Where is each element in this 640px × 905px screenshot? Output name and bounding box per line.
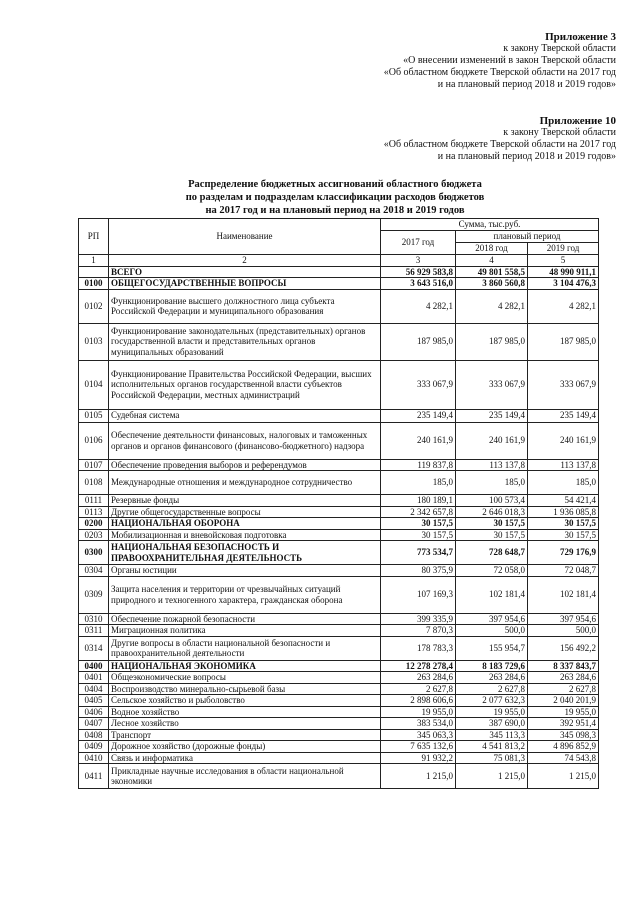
value-2017-cell: 91 932,2: [381, 752, 456, 764]
table-row: [79, 422, 599, 459]
code-cell: 0104: [79, 360, 109, 409]
name-cell: Органы юстиции: [109, 565, 381, 577]
value-2017-cell: 30 157,5: [381, 529, 456, 541]
value-2018-cell: 4 282,1: [456, 289, 528, 323]
index-cell: 2: [109, 255, 381, 267]
name-cell: Обеспечение пожарной безопасности: [109, 613, 381, 625]
value-2017-cell: 7 870,3: [381, 625, 456, 637]
appendix-10-line: и на плановый период 2018 и 2019 годов»: [437, 151, 616, 162]
table-row: [79, 459, 599, 471]
name-cell: Сельское хозяйство и рыболовство: [109, 695, 381, 707]
code-cell: [79, 266, 109, 278]
code-cell: 0107: [79, 459, 109, 471]
value-2017-cell: 4 282,1: [381, 289, 456, 323]
index-cell: 4: [456, 255, 528, 267]
name-cell: Международные отношения и международное сотрудничество: [109, 471, 381, 495]
value-2019-cell: 185,0: [528, 471, 599, 495]
value-2019-cell: 30 157,5: [528, 529, 599, 541]
table-row: [79, 506, 599, 518]
name-cell: Водное хозяйство: [109, 706, 381, 718]
value-2018-cell: 72 058,0: [456, 565, 528, 577]
value-2018-cell: 75 081,3: [456, 752, 528, 764]
value-2018-cell: 345 113,3: [456, 729, 528, 741]
value-2018-cell: 728 648,7: [456, 541, 528, 565]
code-cell: 0411: [79, 764, 109, 789]
value-2018-cell: 155 954,7: [456, 636, 528, 660]
value-2019-cell: 392 951,4: [528, 718, 599, 730]
table-row: [79, 672, 599, 684]
code-cell: 0105: [79, 409, 109, 422]
code-cell: 0100: [79, 278, 109, 290]
table-row: [79, 764, 599, 789]
value-2017-cell: 56 929 583,8: [381, 266, 456, 278]
value-2018-cell: 102 181,4: [456, 576, 528, 613]
code-cell: 0309: [79, 576, 109, 613]
value-2019-cell: 1 215,0: [528, 764, 599, 789]
code-cell: 0106: [79, 422, 109, 459]
table-body: [79, 266, 599, 789]
value-2017-cell: 12 278 278,4: [381, 660, 456, 672]
value-2018-cell: 30 157,5: [456, 518, 528, 530]
table-row: [79, 625, 599, 637]
table-row: [79, 518, 599, 530]
index-cell: 1: [79, 255, 109, 267]
value-2017-cell: 345 063,3: [381, 729, 456, 741]
code-cell: 0409: [79, 741, 109, 753]
code-cell: 0400: [79, 660, 109, 672]
appendix-3-line: и на плановый период 2018 и 2019 годов»: [437, 79, 616, 90]
value-2018-cell: 2 627,8: [456, 683, 528, 695]
value-2018-cell: 30 157,5: [456, 529, 528, 541]
value-2017-cell: 2 627,8: [381, 683, 456, 695]
value-2018-cell: 397 954,6: [456, 613, 528, 625]
name-cell: Воспроизводство минерально-сырьевой базы: [109, 683, 381, 695]
table-row: [79, 695, 599, 707]
code-cell: 0304: [79, 565, 109, 577]
value-2018-cell: 113 137,8: [456, 459, 528, 471]
value-2019-cell: 397 954,6: [528, 613, 599, 625]
appendix-10-title: Приложение 10: [539, 115, 616, 127]
table-row: [79, 729, 599, 741]
value-2018-cell: 263 284,6: [456, 672, 528, 684]
value-2019-cell: 345 098,3: [528, 729, 599, 741]
value-2019-cell: 72 048,7: [528, 565, 599, 577]
table-row: [79, 266, 599, 278]
value-2017-cell: 7 635 132,6: [381, 741, 456, 753]
table-row: [79, 718, 599, 730]
value-2017-cell: 1 215,0: [381, 764, 456, 789]
value-2019-cell: 19 955,0: [528, 706, 599, 718]
name-cell: Миграционная политика: [109, 625, 381, 637]
table-row: [79, 289, 599, 323]
table-row: [79, 495, 599, 507]
value-2017-cell: 178 783,3: [381, 636, 456, 660]
value-2019-cell: 729 176,9: [528, 541, 599, 565]
code-cell: 0408: [79, 729, 109, 741]
value-2017-cell: 3 643 516,0: [381, 278, 456, 290]
code-cell: 0404: [79, 683, 109, 695]
code-cell: 0200: [79, 518, 109, 530]
value-2019-cell: 54 421,4: [528, 495, 599, 507]
budget-table: [78, 218, 599, 789]
value-2019-cell: 30 157,5: [528, 518, 599, 530]
table-row: [79, 360, 599, 409]
appendix-3-line: «О внесении изменений в закон Тверской области: [403, 55, 616, 66]
table-row: [79, 613, 599, 625]
header-plan-period: плановый период: [456, 231, 599, 243]
header-rp: РП: [79, 219, 109, 255]
value-2017-cell: 333 067,9: [381, 360, 456, 409]
name-cell: НАЦИОНАЛЬНАЯ ЭКОНОМИКА: [109, 660, 381, 672]
value-2019-cell: 240 161,9: [528, 422, 599, 459]
value-2019-cell: 113 137,8: [528, 459, 599, 471]
value-2018-cell: 8 183 729,6: [456, 660, 528, 672]
name-cell: Резервные фонды: [109, 495, 381, 507]
name-cell: Функционирование законодательных (представительных) органов государственной власти и представительных органов муниципальных образований: [109, 323, 381, 360]
value-2017-cell: 235 149,4: [381, 409, 456, 422]
document-title: [100, 178, 570, 217]
name-cell: Другие общегосударственные вопросы: [109, 506, 381, 518]
value-2018-cell: 185,0: [456, 471, 528, 495]
table-row: [79, 323, 599, 360]
value-2017-cell: 263 284,6: [381, 672, 456, 684]
value-2017-cell: 187 985,0: [381, 323, 456, 360]
code-cell: 0405: [79, 695, 109, 707]
code-cell: 0401: [79, 672, 109, 684]
value-2018-cell: 2 077 632,3: [456, 695, 528, 707]
appendix-3-line: к закону Тверской области: [503, 43, 616, 54]
code-cell: 0203: [79, 529, 109, 541]
value-2017-cell: 19 955,0: [381, 706, 456, 718]
code-cell: 0103: [79, 323, 109, 360]
header-sum: Сумма, тыс.руб.: [381, 219, 599, 231]
name-cell: Другие вопросы в области национальной безопасности и правоохранительной деятельности: [109, 636, 381, 660]
header-2019: 2019 год: [528, 243, 599, 255]
value-2018-cell: 235 149,4: [456, 409, 528, 422]
table-row: [79, 752, 599, 764]
code-cell: 0314: [79, 636, 109, 660]
value-2017-cell: 773 534,7: [381, 541, 456, 565]
value-2017-cell: 80 375,9: [381, 565, 456, 577]
table-row: [79, 565, 599, 577]
table-row: [79, 741, 599, 753]
name-cell: Мобилизационная и вневойсковая подготовка: [109, 529, 381, 541]
value-2019-cell: 8 337 843,7: [528, 660, 599, 672]
value-2017-cell: 107 169,3: [381, 576, 456, 613]
document-title-line: Распределение бюджетных ассигнований областного бюджета: [188, 179, 482, 190]
code-cell: 0102: [79, 289, 109, 323]
value-2019-cell: 1 936 085,8: [528, 506, 599, 518]
table-row: [79, 278, 599, 290]
value-2017-cell: 185,0: [381, 471, 456, 495]
value-2018-cell: 49 801 558,5: [456, 266, 528, 278]
name-cell: Связь и информатика: [109, 752, 381, 764]
value-2019-cell: 4 896 852,9: [528, 741, 599, 753]
value-2019-cell: 48 990 911,1: [528, 266, 599, 278]
name-cell: Лесное хозяйство: [109, 718, 381, 730]
value-2019-cell: 74 543,8: [528, 752, 599, 764]
name-cell: Прикладные научные исследования в области национальной экономики: [109, 764, 381, 789]
name-cell: Дорожное хозяйство (дорожные фонды): [109, 741, 381, 753]
document-title-line: на 2017 год и на плановый период на 2018 и 2019 годов: [205, 205, 465, 216]
appendix-10-line: к закону Тверской области: [503, 127, 616, 138]
code-cell: 0113: [79, 506, 109, 518]
header-2017: 2017 год: [381, 231, 456, 255]
value-2018-cell: 4 541 813,2: [456, 741, 528, 753]
value-2017-cell: 399 335,9: [381, 613, 456, 625]
value-2019-cell: 187 985,0: [528, 323, 599, 360]
value-2019-cell: 2 040 201,9: [528, 695, 599, 707]
code-cell: 0300: [79, 541, 109, 565]
name-cell: НАЦИОНАЛЬНАЯ ОБОРОНА: [109, 518, 381, 530]
table-row: [79, 576, 599, 613]
value-2019-cell: 2 627,8: [528, 683, 599, 695]
code-cell: 0407: [79, 718, 109, 730]
name-cell: НАЦИОНАЛЬНАЯ БЕЗОПАСНОСТЬ И ПРАВООХРАНИТЕЛЬНАЯ ДЕЯТЕЛЬНОСТЬ: [109, 541, 381, 565]
value-2018-cell: 1 215,0: [456, 764, 528, 789]
value-2018-cell: 500,0: [456, 625, 528, 637]
name-cell: Обеспечение проведения выборов и референдумов: [109, 459, 381, 471]
value-2017-cell: 2 898 606,6: [381, 695, 456, 707]
value-2019-cell: 333 067,9: [528, 360, 599, 409]
name-cell: ОБЩЕГОСУДАРСТВЕННЫЕ ВОПРОСЫ: [109, 278, 381, 290]
value-2019-cell: 500,0: [528, 625, 599, 637]
name-cell: Обеспечение деятельности финансовых, налоговых и таможенных органов и органов финансового (финансово-бюджетного) надзора: [109, 422, 381, 459]
value-2018-cell: 187 985,0: [456, 323, 528, 360]
value-2018-cell: 240 161,9: [456, 422, 528, 459]
code-cell: 0310: [79, 613, 109, 625]
value-2019-cell: 263 284,6: [528, 672, 599, 684]
value-2017-cell: 30 157,5: [381, 518, 456, 530]
table-row: [79, 683, 599, 695]
code-cell: 0311: [79, 625, 109, 637]
value-2017-cell: 383 534,0: [381, 718, 456, 730]
name-cell: Общеэкономические вопросы: [109, 672, 381, 684]
value-2019-cell: 3 104 476,3: [528, 278, 599, 290]
value-2018-cell: 333 067,9: [456, 360, 528, 409]
table-row: [79, 706, 599, 718]
table-row: [79, 660, 599, 672]
value-2019-cell: 4 282,1: [528, 289, 599, 323]
table-row: [79, 409, 599, 422]
index-cell: 3: [381, 255, 456, 267]
value-2018-cell: 19 955,0: [456, 706, 528, 718]
value-2019-cell: 102 181,4: [528, 576, 599, 613]
table-row: [79, 471, 599, 495]
value-2018-cell: 2 646 018,3: [456, 506, 528, 518]
table-row: [79, 529, 599, 541]
name-cell: Функционирование высшего должностного лица субъекта Российской Федерации и муниципального образования: [109, 289, 381, 323]
value-2019-cell: 235 149,4: [528, 409, 599, 422]
value-2019-cell: 156 492,2: [528, 636, 599, 660]
code-cell: 0410: [79, 752, 109, 764]
value-2017-cell: 119 837,8: [381, 459, 456, 471]
appendix-10-header: [384, 115, 616, 163]
name-cell: Функционирование Правительства Российской Федерации, высших исполнительных органов государственной власти субъектов Российской Федерации, местных администраций: [109, 360, 381, 409]
name-cell: Судебная система: [109, 409, 381, 422]
header-2018: 2018 год: [456, 243, 528, 255]
value-2017-cell: 180 189,1: [381, 495, 456, 507]
value-2017-cell: 240 161,9: [381, 422, 456, 459]
name-cell: Транспорт: [109, 729, 381, 741]
appendix-3-header: [384, 31, 616, 91]
appendix-10-line: «Об областном бюджете Тверской области на 2017 год: [383, 139, 616, 150]
index-cell: 5: [528, 255, 599, 267]
code-cell: 0111: [79, 495, 109, 507]
value-2017-cell: 2 342 657,8: [381, 506, 456, 518]
table-row: [79, 541, 599, 565]
code-cell: 0406: [79, 706, 109, 718]
name-cell: ВСЕГО: [109, 266, 381, 278]
value-2018-cell: 100 573,4: [456, 495, 528, 507]
table-row: [79, 636, 599, 660]
name-cell: Защита населения и территории от чрезвычайных ситуаций природного и техногенного характера, гражданская оборона: [109, 576, 381, 613]
appendix-3-title: Приложение 3: [545, 31, 616, 43]
document-title-line: по разделам и подразделам классификации расходов бюджетов: [185, 192, 485, 203]
value-2018-cell: 3 860 560,8: [456, 278, 528, 290]
appendix-3-line: «Об областном бюджете Тверской области на 2017 год: [383, 67, 616, 78]
value-2018-cell: 387 690,0: [456, 718, 528, 730]
code-cell: 0108: [79, 471, 109, 495]
header-name: Наименование: [109, 219, 381, 255]
